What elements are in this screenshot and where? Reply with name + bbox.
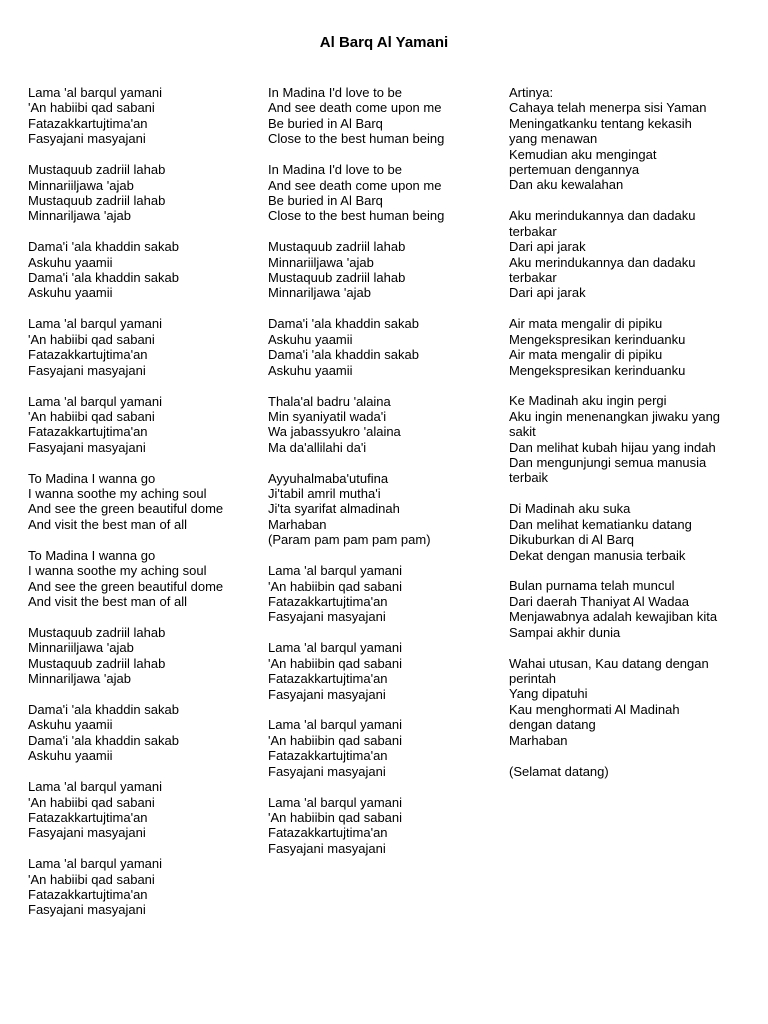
stanza <box>509 393 744 485</box>
lyric-line: Mengekspresikan kerinduanku <box>509 331 686 347</box>
lyric-line: Dikuburkan di Al Barq <box>509 532 635 548</box>
stanza <box>28 239 253 301</box>
lyric-line: Dama'i 'ala khaddin sakab <box>28 702 179 717</box>
lyric-line: Ke Madinah aku ingin pergi <box>509 393 667 409</box>
lyric-line: Minnariiljawa 'ajab <box>28 640 134 656</box>
lyric-line: 'An habiibi qad sabani <box>28 408 155 424</box>
lyric-line: Askuhu yaamii <box>28 285 113 301</box>
lyric-line: I wanna soothe my aching soul <box>28 486 207 502</box>
lyric-line: And visit the best man of all <box>28 516 187 532</box>
lyric-line: Kau menghormati Al Madinah <box>509 701 680 717</box>
stanza <box>268 239 498 301</box>
lyric-line: terbakar <box>509 223 557 239</box>
lyric-line: Close to the best human being <box>268 208 445 224</box>
lyric-line: 'An habiibin qad sabani <box>268 732 403 748</box>
lyric-line: yang menawan <box>509 131 598 147</box>
translation-column-right <box>509 85 744 794</box>
lyric-line: And see the green beautiful dome <box>28 578 224 594</box>
lyric-line: Fasyajani masyajani <box>28 825 146 841</box>
lyric-line: Dama'i 'ala khaddin sakab <box>268 316 419 332</box>
page-title: Al Barq Al Yamani <box>319 34 449 51</box>
lyric-line: Minnariiljawa 'ajab <box>28 177 134 193</box>
stanza <box>268 85 498 147</box>
lyric-line: Dan aku kewalahan <box>509 177 624 193</box>
lyric-line: Mustaquub zadriil lahab <box>268 239 406 255</box>
lyric-line: 'An habiibi qad sabani <box>28 331 155 347</box>
stanza <box>28 702 253 764</box>
lyric-line: Lama 'al barqul yamani <box>268 794 402 810</box>
stanza <box>268 795 498 857</box>
lyric-line: Askuhu yaamii <box>268 362 353 378</box>
lyric-line: Ma da'allilahi da'i <box>268 439 367 455</box>
lyric-line: Aku merindukannya dan dadaku <box>509 208 696 224</box>
lyric-line: Aku merindukannya dan dadaku <box>509 254 696 270</box>
stanza <box>268 640 498 702</box>
stanza <box>509 656 744 748</box>
lyrics-column-left <box>28 85 253 933</box>
lyric-line: Lama 'al barqul yamani <box>28 856 162 872</box>
lyric-line: sakit <box>509 424 536 440</box>
stanza <box>509 578 744 640</box>
lyric-line: Mustaquub zadriil lahab <box>268 270 406 286</box>
lyric-line: Aku ingin menenangkan jiwaku yang <box>509 408 721 424</box>
lyric-line: In Madina I'd love to be <box>268 85 403 100</box>
lyric-line: Minnariiljawa 'ajab <box>268 254 374 270</box>
lyric-line: Be buried in Al Barq <box>268 115 383 131</box>
lyric-line: Mengekspresikan kerinduanku <box>509 362 686 378</box>
lyric-line: Marhaban <box>509 732 568 748</box>
stanza <box>268 717 498 779</box>
stanza <box>28 625 253 687</box>
lyric-line: Meningatkanku tentang kekasih <box>509 115 692 131</box>
lyric-line: Askuhu yaamii <box>268 331 353 347</box>
lyric-line: Bulan purnama telah muncul <box>509 578 675 594</box>
lyric-line: Fasyajani masyajani <box>268 609 386 625</box>
stanza <box>28 856 253 918</box>
stanza <box>28 316 253 378</box>
lyric-line: I wanna soothe my aching soul <box>28 563 207 579</box>
lyric-line: 'An habiibin qad sabani <box>268 578 403 594</box>
lyric-line: 'An habiibi qad sabani <box>28 871 155 887</box>
lyric-line: Air mata mengalir di pipiku <box>509 316 663 332</box>
lyric-line: Mustaquub zadriil lahab <box>28 655 166 671</box>
lyric-line: Dan melihat kubah hijau yang indah <box>509 439 716 455</box>
lyric-line: Fatazakkartujtima'an <box>28 424 148 440</box>
lyric-line: Dama'i 'ala khaddin sakab <box>268 347 419 363</box>
lyric-line: Dan mengunjungi semua manusia <box>509 455 707 471</box>
stanza <box>28 779 253 841</box>
lyric-line: Lama 'al barqul yamani <box>268 717 402 733</box>
lyric-line: Menjawabnya adalah kewajiban kita <box>509 609 718 625</box>
stanza <box>268 394 498 456</box>
lyric-line: Fatazakkartujtima'an <box>28 809 148 825</box>
lyric-line: And visit the best man of all <box>28 593 187 609</box>
lyric-line: Lama 'al barqul yamani <box>28 393 162 409</box>
lyric-line: 'An habiibi qad sabani <box>28 100 155 116</box>
lyric-line: Fasyajani masyajani <box>28 439 146 455</box>
lyric-line: In Madina I'd love to be <box>268 162 403 178</box>
lyric-line: Air mata mengalir di pipiku <box>509 347 663 363</box>
lyric-line: Minnariljawa 'ajab <box>28 671 131 687</box>
lyric-line: Fasyajani masyajani <box>28 362 146 378</box>
lyric-line: Fatazakkartujtima'an <box>268 748 388 764</box>
lyric-line: Marhaban <box>268 516 327 532</box>
lyric-line: Minnariljawa 'ajab <box>268 285 371 301</box>
lyric-line: Thala'al badru 'alaina <box>268 393 391 409</box>
lyric-line: Yang dipatuhi <box>509 686 588 702</box>
lyric-line: Dan melihat kematianku datang <box>509 516 692 532</box>
lyric-line: Dari api jarak <box>509 239 586 255</box>
lyric-line: Ji'tabil amril mutha'i <box>268 486 381 502</box>
lyric-line: Ayyuhalmaba'utufina <box>268 470 389 486</box>
lyric-line: Minnariljawa 'ajab <box>28 208 131 224</box>
lyric-line: Fasyajani masyajani <box>28 902 146 918</box>
lyric-line: Dama'i 'ala khaddin sakab <box>28 732 179 748</box>
lyric-line: To Madina I wanna go <box>28 547 156 563</box>
lyric-line: Fatazakkartujtima'an <box>268 593 388 609</box>
lyric-line: Close to the best human being <box>268 131 445 147</box>
lyric-line: Fatazakkartujtima'an <box>28 347 148 363</box>
lyric-line: Lama 'al barqul yamani <box>268 563 402 579</box>
lyric-line: pertemuan dengannya <box>509 162 640 178</box>
lyric-line: Ji'ta syarifat almadinah <box>268 501 400 517</box>
lyric-line: Lama 'al barqul yamani <box>28 316 162 332</box>
stanza <box>28 548 253 610</box>
lyric-line: Mustaquub zadriil lahab <box>28 192 166 208</box>
stanza <box>28 162 253 224</box>
stanza <box>28 394 253 456</box>
lyric-line: And see the green beautiful dome <box>28 501 224 517</box>
lyric-line: Dekat dengan manusia terbaik <box>509 547 686 563</box>
stanza <box>509 501 744 563</box>
lyric-line: Wahai utusan, Kau datang dengan <box>509 655 709 671</box>
lyric-line: Wa jabassyukro 'alaina <box>268 424 401 440</box>
lyric-line: 'An habiibi qad sabani <box>28 794 155 810</box>
lyric-line: Mustaquub zadriil lahab <box>28 624 166 640</box>
lyric-line: Dama'i 'ala khaddin sakab <box>28 239 179 255</box>
stanza <box>268 471 498 548</box>
lyric-line: Askuhu yaamii <box>28 748 113 764</box>
lyric-line: Cahaya telah menerpa sisi Yaman <box>509 100 707 116</box>
lyric-line: 'An habiibin qad sabani <box>268 809 403 825</box>
stanza <box>509 764 744 779</box>
lyric-line: (Param pam pam pam pam) <box>268 532 431 548</box>
lyric-line: Fatazakkartujtima'an <box>268 825 388 841</box>
lyric-line: Kemudian aku mengingat <box>509 146 657 162</box>
lyric-line: Be buried in Al Barq <box>268 192 383 208</box>
lyrics-column-middle <box>268 85 498 872</box>
lyric-line: terbaik <box>509 470 549 486</box>
lyric-line: Askuhu yaamii <box>28 254 113 270</box>
lyric-line: Lama 'al barqul yamani <box>28 779 162 795</box>
lyric-line: Askuhu yaamii <box>28 717 113 733</box>
lyric-line: Sampai akhir dunia <box>509 624 621 640</box>
stanza <box>28 471 253 533</box>
lyric-line: Fasyajani masyajani <box>28 131 146 147</box>
lyric-line: 'An habiibin qad sabani <box>268 655 403 671</box>
lyric-line: Fasyajani masyajani <box>268 686 386 702</box>
lyric-line: And see death come upon me <box>268 177 442 193</box>
lyric-line: Fasyajani masyajani <box>268 763 386 779</box>
stanza <box>509 316 744 378</box>
lyric-line: Dama'i 'ala khaddin sakab <box>28 270 179 286</box>
lyric-line: Mustaquub zadriil lahab <box>28 162 166 178</box>
lyric-line: perintah <box>509 671 556 686</box>
stanza <box>28 85 253 147</box>
stanza <box>268 563 498 625</box>
lyric-line: To Madina I wanna go <box>28 470 156 486</box>
lyric-line: Lama 'al barqul yamani <box>28 85 162 100</box>
lyric-line: Min syaniyatil wada'i <box>268 408 387 424</box>
stanza <box>509 85 744 193</box>
lyric-line: Fatazakkartujtima'an <box>28 115 148 131</box>
lyric-line: Fatazakkartujtima'an <box>28 887 148 903</box>
lyric-line: Artinya: <box>509 85 554 100</box>
lyric-line: (Selamat datang) <box>509 763 609 779</box>
lyric-line: And see death come upon me <box>268 100 442 116</box>
lyric-line: Lama 'al barqul yamani <box>268 640 402 656</box>
lyric-line: dengan datang <box>509 717 596 733</box>
lyric-line: terbakar <box>509 269 557 285</box>
lyric-line: Di Madinah aku suka <box>509 501 631 517</box>
lyric-line: Dari daerah Thaniyat Al Wadaa <box>509 593 689 609</box>
stanza <box>509 208 744 300</box>
lyric-line: Fatazakkartujtima'an <box>268 671 388 687</box>
stanza <box>268 316 498 378</box>
stanza <box>268 162 498 224</box>
lyric-line: Fasyajani masyajani <box>268 840 386 856</box>
lyric-line: Dari api jarak <box>509 285 586 301</box>
